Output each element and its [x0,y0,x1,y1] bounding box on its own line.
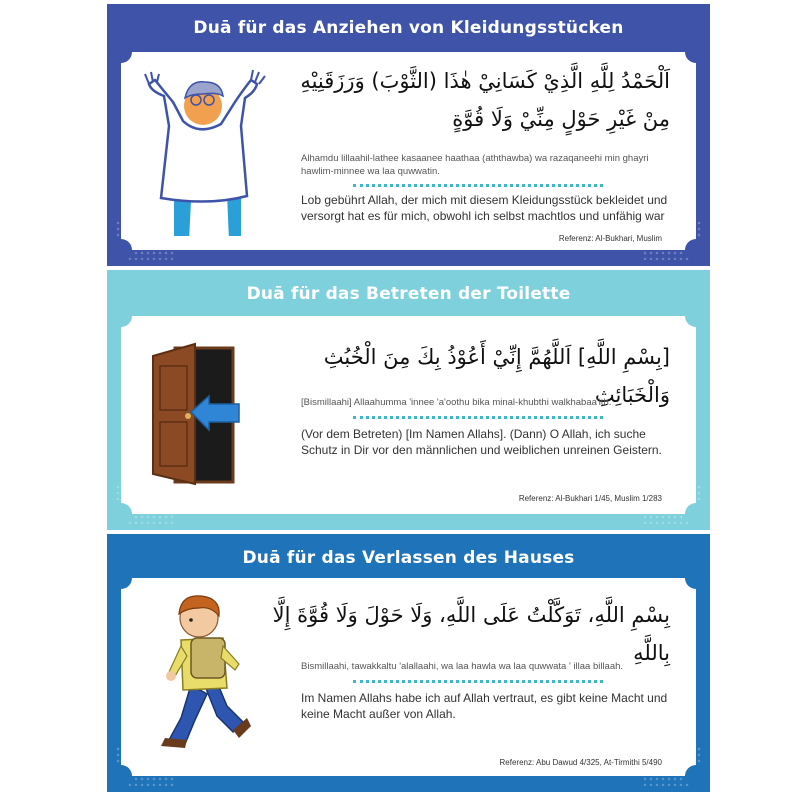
person-dressing-icon [129,66,279,240]
translation: (Vor dem Betreten) [Im Namen Allahs]. (Dann) O Allah, ich suche Schutz in Dir vor den männlichen und weiblichen unreinen Geistern. [301,427,662,457]
card-title: Duā für das Anziehen von Kleidungsstücken [193,18,624,38]
dua-card-toilet [107,270,710,530]
card-panel [121,52,696,250]
translation: Im Namen Allahs habe ich auf Allah vertraut, es gibt keine Macht und keine Macht außer von Allah. [301,691,668,721]
transliteration: Bismillaahi, tawakkaltu 'alallaahi, wa laa hawla wa laa quwwata ' illaa billaah. [301,661,624,672]
reference: Referenz: Abu Dawud 4/325, At-Tirmithi 5/490 [499,758,662,767]
dotted-divider [353,416,603,419]
reference: Referenz: Al-Bukhari, Muslim [558,234,662,243]
arabic-text-line2: مِنْ غَيْرِ حَوْلٍ مِنِّيْ وَلَا قُوَّةٍ [452,107,670,131]
dotted-divider [353,184,603,187]
card-panel [121,316,696,514]
arabic-text-line1: اَلْحَمْدُ لِلَّهِ الَّذِيْ كَسَانِيْ هٰذَا (الثَّوْبَ) وَرَزَقَنِيْهِ [300,69,670,93]
card-title: Duā für das Verlassen des Hauses [242,548,575,568]
card-panel [121,578,696,776]
dotted-divider [353,680,603,683]
transliteration: Alhamdu lillaahil-lathee kasaanee haathaa (aththawba) wa razaqaneehi min ghayri hawlim-minnee wa laa quwwatin. [301,153,649,177]
card-title: Duā für das Betreten der Toilette [246,284,571,304]
dua-card-dressing [107,4,710,266]
arabic-text-line1: [بِسْمِ اللَّهِ] اَللَّهُمَّ إِنِّيْ أَعُوْذُ بِكَ مِنَ الْخُبُثِ وَالْخَبَائِثِ [323,345,670,407]
reference: Referenz: Al-Bukhari 1/45, Muslim 1/283 [518,494,662,503]
dua-card-leaving-house [107,534,710,792]
arabic-text-line1: بِسْمِ اللَّهِ، تَوَكَّلْتُ عَلَى اللَّهِ، وَلَا حَوْلَ وَلَا قُوَّةَ إِلَّا بِاللَّهِ [272,603,670,665]
door-enter-icon [147,342,257,491]
translation: Lob gebührt Allah, der mich mit diesem Kleidungsstück bekleidet und versorgt hat es für mich, obwohl ich selbst machtlos und unfähig war [301,193,668,223]
transliteration: [Bismillaahi] Allaahumma 'innee 'a'oothu bika minal-khubthi walkhabaa'ith. [301,397,612,408]
